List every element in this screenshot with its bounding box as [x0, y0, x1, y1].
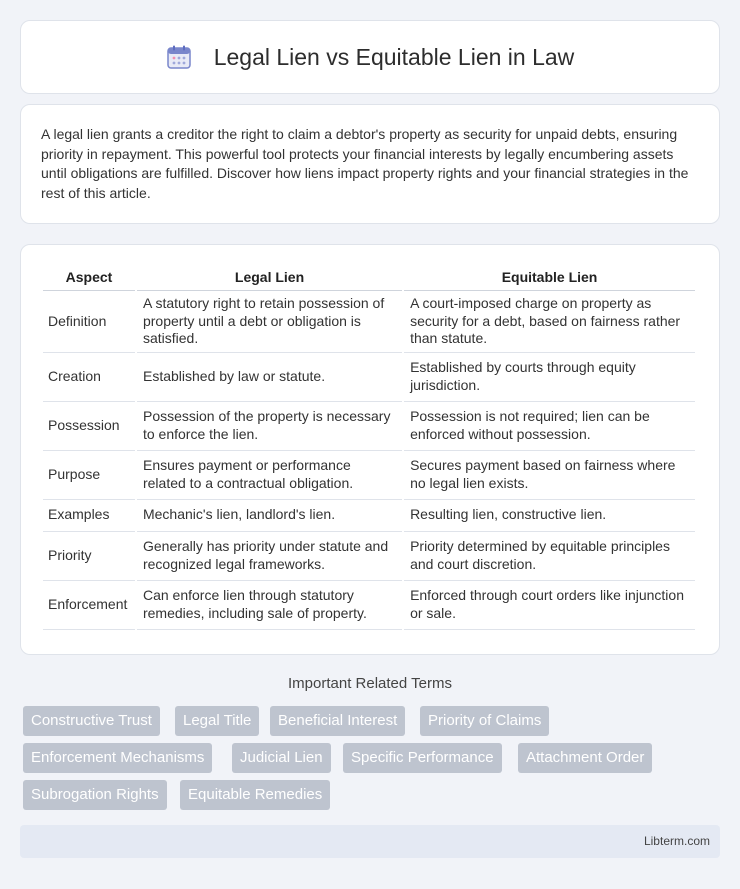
aspect-cell: Creation: [43, 353, 135, 402]
aspect-cell: Purpose: [43, 451, 135, 500]
tag-priority-of-claims[interactable]: Priority of Claims: [420, 706, 549, 736]
equitable-lien-cell: Established by courts through equity jurisdiction.: [404, 353, 695, 402]
tag-enforcement-mechanisms[interactable]: Enforcement Mechanisms: [23, 743, 212, 773]
table-row: [43, 500, 695, 532]
equitable-lien-cell: Possession is not required; lien can be enforced without possession.: [404, 402, 695, 451]
equitable-lien-cell: A court-imposed charge on property as security for a debt, based on fairness rather than statute.: [404, 291, 695, 353]
legal-lien-cell: Can enforce lien through statutory remedies, including sale of property.: [137, 581, 402, 630]
equitable-lien-cell: Priority determined by equitable principles and court discretion.: [404, 532, 695, 581]
tag-subrogation-rights[interactable]: Subrogation Rights: [23, 780, 167, 810]
footer-site-link[interactable]: Libterm.com: [643, 834, 710, 848]
tag-specific-performance[interactable]: Specific Performance: [343, 743, 502, 773]
aspect-cell: Examples: [43, 500, 135, 532]
comparison-table-card: [20, 244, 720, 655]
aspect-cell: Enforcement: [43, 581, 135, 630]
intro-text: A legal lien grants a creditor the right to claim a debtor's property as security for unpaid debts, ensuring priority in repayment. This powerful tool protects your financial interests by legally encumbering assets until obligations are fulfilled. Discover how liens impact property rights and your financial strategies in the rest of this article.: [41, 126, 689, 201]
tag-beneficial-interest[interactable]: Beneficial Interest: [270, 706, 405, 736]
tag-legal-title[interactable]: Legal Title: [175, 706, 259, 736]
tag-attachment-order[interactable]: Attachment Order: [518, 743, 652, 773]
legal-lien-cell: Established by law or statute.: [137, 353, 402, 402]
header-aspect: Aspect: [43, 263, 135, 291]
equitable-lien-cell: Enforced through court orders like injunction or sale.: [404, 581, 695, 630]
tag-judicial-lien[interactable]: Judicial Lien: [232, 743, 331, 773]
header-legal-lien: Legal Lien: [137, 263, 402, 291]
aspect-cell: Possession: [43, 402, 135, 451]
table-row: [43, 291, 695, 353]
legal-lien-cell: Possession of the property is necessary to enforce the lien.: [137, 402, 402, 451]
legal-lien-cell: Ensures payment or performance related to a contractual obligation.: [137, 451, 402, 500]
legal-lien-cell: A statutory right to retain possession of property until a debt or obligation is satisfied.: [137, 291, 402, 353]
footer: [20, 825, 720, 858]
table-row: [43, 532, 695, 581]
aspect-cell: Priority: [43, 532, 135, 581]
table-row: [43, 451, 695, 500]
calendar-icon: [166, 44, 192, 70]
page-title: Legal Lien vs Equitable Lien in Law: [213, 43, 575, 70]
tag-constructive-trust[interactable]: Constructive Trust: [23, 706, 160, 736]
header-card: [20, 20, 720, 94]
header-equitable-lien: Equitable Lien: [404, 263, 695, 291]
table-row: [43, 581, 695, 630]
table-header-row: [43, 263, 695, 291]
legal-lien-cell: Generally has priority under statute and recognized legal frameworks.: [137, 532, 402, 581]
tag-equitable-remedies[interactable]: Equitable Remedies: [180, 780, 330, 810]
comparison-table: [41, 263, 697, 630]
intro-card: [20, 104, 720, 224]
legal-lien-cell: Mechanic's lien, landlord's lien.: [137, 500, 402, 532]
table-row: [43, 402, 695, 451]
table-row: [43, 353, 695, 402]
equitable-lien-cell: Resulting lien, constructive lien.: [404, 500, 695, 532]
equitable-lien-cell: Secures payment based on fairness where no legal lien exists.: [404, 451, 695, 500]
aspect-cell: Definition: [43, 291, 135, 353]
related-terms-title: Important Related Terms: [288, 675, 452, 692]
